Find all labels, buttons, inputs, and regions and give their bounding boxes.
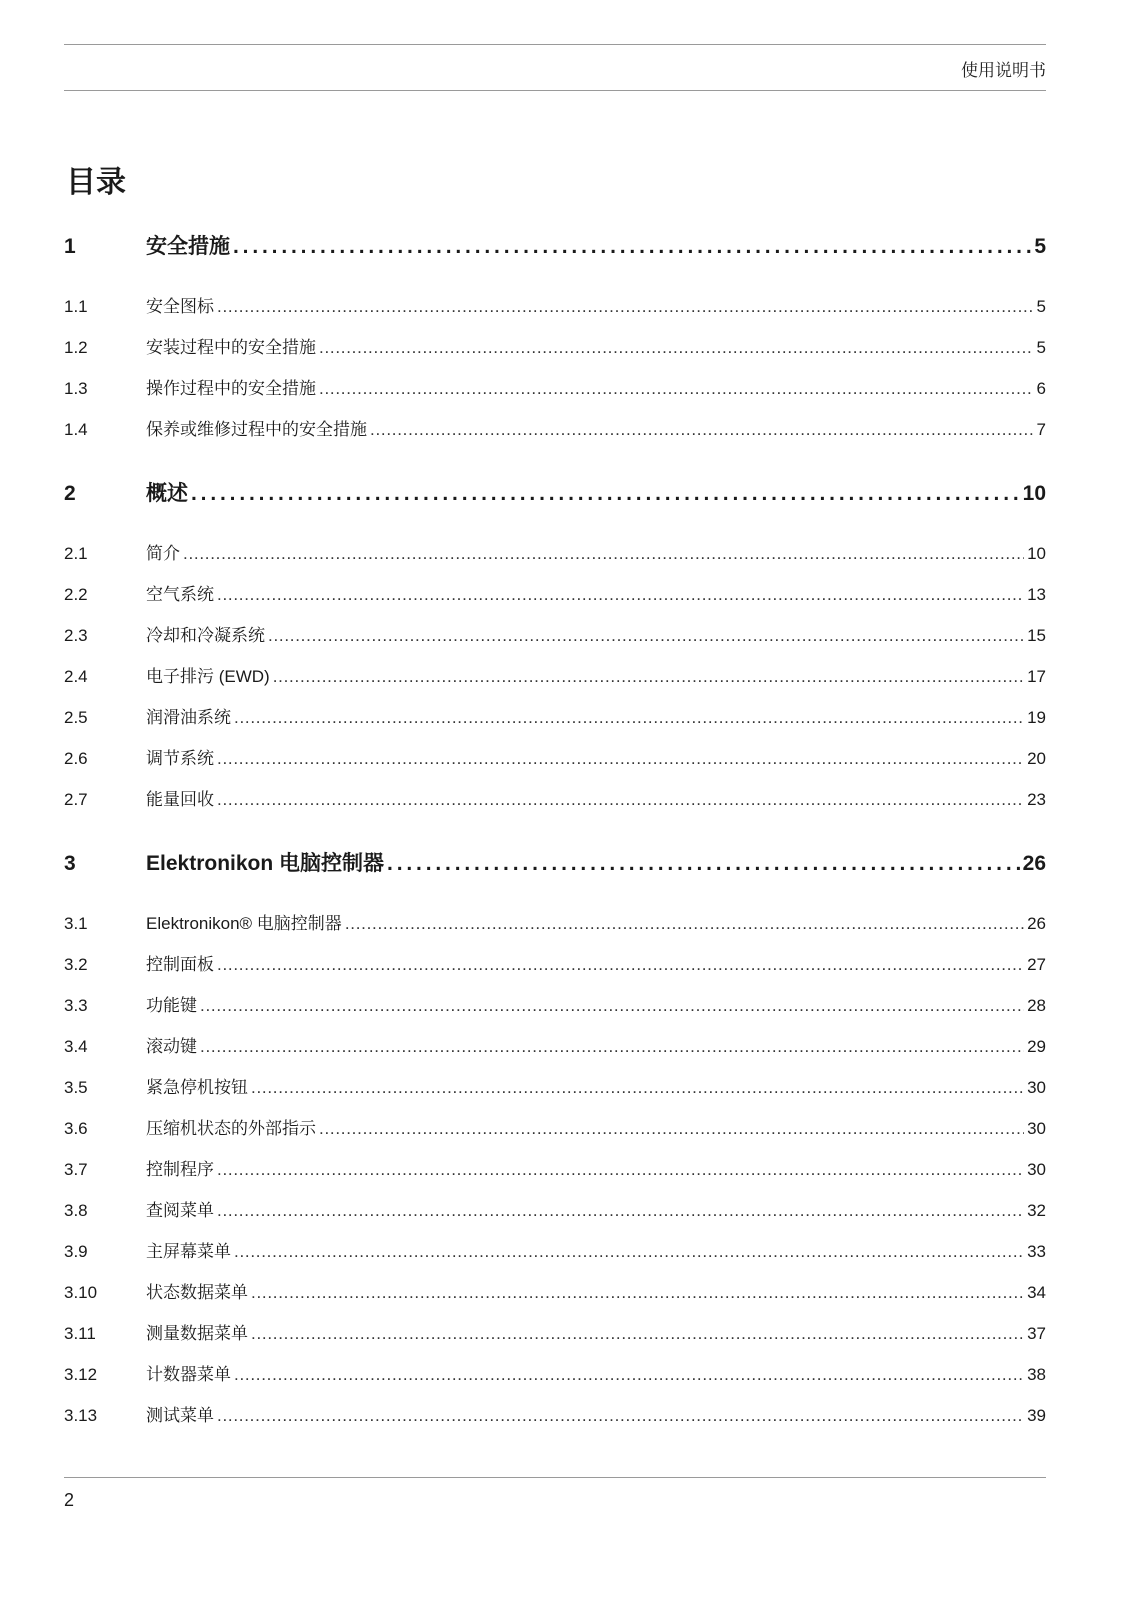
toc-section-entry[interactable]	[64, 1360, 1046, 1385]
toc-section-entry[interactable]	[64, 1278, 1046, 1303]
toc-entry-number: 3.7	[64, 1160, 88, 1179]
dot-leader	[217, 790, 1024, 810]
toc-entry-page: 30	[1027, 1078, 1046, 1097]
toc-entry-number: 2.7	[64, 790, 88, 809]
toc-entry-number: 2.3	[64, 626, 88, 645]
toc-entry-label: 紧急停机按钮	[146, 1078, 248, 1097]
toc-entry-label: 概述	[146, 482, 188, 505]
toc-entry-number: 3.3	[64, 996, 88, 1015]
toc-entry-number: 2.5	[64, 708, 88, 727]
toc-entry-page: 17	[1027, 667, 1046, 686]
toc-entry-number: 3.12	[64, 1365, 98, 1384]
toc-entry-page: 27	[1027, 955, 1046, 974]
toc-entry-page: 6	[1036, 379, 1046, 398]
toc-section-entry[interactable]	[64, 1155, 1046, 1180]
toc-entry-page: 34	[1027, 1283, 1046, 1302]
toc-entry-label: 保养或维修过程中的安全措施	[146, 420, 367, 439]
toc-entry-page: 13	[1027, 585, 1046, 604]
toc-entry-label: 安全图标	[146, 297, 214, 316]
toc-section-entry[interactable]	[64, 785, 1046, 810]
toc-entry-number: 1.1	[64, 297, 88, 316]
dot-leader	[200, 996, 1024, 1016]
dot-leader	[217, 1406, 1024, 1426]
toc-entry-label: 安装过程中的安全措施	[146, 338, 316, 357]
toc-section-entry[interactable]	[64, 539, 1046, 564]
toc-entry-page: 30	[1027, 1160, 1046, 1179]
toc-entry-label: Elektronikon® 电脑控制器	[146, 914, 342, 933]
toc-entry-page: 10	[1022, 482, 1046, 505]
toc-section-entry[interactable]	[64, 292, 1046, 317]
dot-leader	[217, 585, 1024, 605]
toc-section-entry[interactable]	[64, 1032, 1046, 1057]
toc-entry-label: 主屏幕菜单	[146, 1242, 231, 1261]
toc-title: 目录	[66, 166, 126, 199]
toc-entry-page: 7	[1036, 420, 1046, 439]
dot-leader	[183, 544, 1024, 564]
dot-leader	[234, 1242, 1024, 1262]
toc-entry-label: Elektronikon 电脑控制器	[146, 852, 385, 875]
document-label: 使用说明书	[961, 61, 1046, 80]
toc-entry-label: 查阅菜单	[146, 1201, 214, 1220]
toc-entry-number: 2.2	[64, 585, 88, 604]
toc-entry-label: 功能键	[146, 996, 197, 1015]
header-bottom-rule	[64, 90, 1046, 91]
toc-entry-page: 37	[1027, 1324, 1046, 1343]
toc-section-entry[interactable]	[64, 621, 1046, 646]
page-number: 2	[64, 1490, 75, 1510]
toc-entry-label: 空气系统	[146, 585, 214, 604]
toc-entry-number: 1.2	[64, 338, 88, 357]
toc-section-entry[interactable]	[64, 991, 1046, 1016]
dot-leader	[345, 914, 1024, 934]
toc-section-entry[interactable]	[64, 580, 1046, 605]
toc-section-entry[interactable]	[64, 1114, 1046, 1139]
toc-entry-number: 2.4	[64, 667, 88, 686]
toc-entry-label: 状态数据菜单	[146, 1283, 248, 1302]
toc-section-entry[interactable]	[64, 1319, 1046, 1344]
toc-entry-label: 测量数据菜单	[146, 1324, 248, 1343]
toc-section-entry[interactable]	[64, 1401, 1046, 1426]
toc-entry-number: 3.8	[64, 1201, 88, 1220]
dot-leader	[217, 955, 1024, 975]
toc-entry-page: 30	[1027, 1119, 1046, 1138]
toc-entry-label: 滚动键	[146, 1037, 197, 1056]
toc-entry-label: 能量回收	[146, 790, 214, 809]
toc-entry-page: 26	[1022, 852, 1046, 875]
dot-leader	[217, 1201, 1024, 1221]
toc-entry-number: 3.4	[64, 1037, 88, 1056]
toc-entry-number: 3.1	[64, 914, 88, 933]
toc-entry-number: 3.5	[64, 1078, 88, 1097]
toc-entry-page: 5	[1034, 235, 1046, 258]
toc-entry-label: 控制面板	[146, 955, 214, 974]
toc-entry-number: 1	[64, 235, 76, 258]
toc-section-entry[interactable]	[64, 1196, 1046, 1221]
toc-entry-label: 润滑油系统	[146, 708, 231, 727]
toc-entry-page: 32	[1027, 1201, 1046, 1220]
toc-entry-page: 26	[1027, 914, 1046, 933]
toc-entry-number: 2.1	[64, 544, 88, 563]
toc-entry-number: 2	[64, 482, 76, 505]
toc-entry-number: 3.11	[64, 1324, 96, 1343]
header-top-rule	[64, 44, 1046, 45]
dot-leader	[251, 1324, 1024, 1344]
dot-leader	[319, 379, 1034, 399]
toc-entry-page: 29	[1027, 1037, 1046, 1056]
dot-leader	[273, 667, 1024, 687]
dot-leader	[200, 1037, 1024, 1057]
toc-entry-page: 15	[1027, 626, 1046, 645]
toc-entry-label: 计数器菜单	[146, 1365, 231, 1384]
toc-entry-label: 电子排污 (EWD)	[146, 667, 270, 686]
dot-leader	[191, 482, 1020, 506]
toc-entry-label: 冷却和冷凝系统	[146, 626, 265, 645]
toc-entry-label: 压缩机状态的外部指示	[146, 1119, 316, 1138]
toc-entry-page: 39	[1027, 1406, 1046, 1425]
toc-entry-page: 5	[1036, 338, 1046, 357]
dot-leader	[234, 708, 1024, 728]
dot-leader	[319, 1119, 1024, 1139]
toc-entry-label: 调节系统	[146, 749, 214, 768]
dot-leader	[370, 420, 1034, 440]
toc-section-entry[interactable]	[64, 1237, 1046, 1262]
toc-entry-label: 简介	[146, 544, 180, 563]
toc-entry-number: 1.4	[64, 420, 88, 439]
toc-entry-number: 3.6	[64, 1119, 88, 1138]
toc-entry-number: 1.3	[64, 379, 88, 398]
dot-leader	[319, 338, 1034, 358]
toc-entry-number: 2.6	[64, 749, 88, 768]
toc-entry-number: 3.10	[64, 1283, 98, 1302]
toc-section-entry[interactable]	[64, 333, 1046, 358]
toc-entry-page: 10	[1027, 544, 1046, 563]
toc-entry-page: 20	[1027, 749, 1046, 768]
footer-rule	[64, 1477, 1046, 1478]
toc-section-entry[interactable]	[64, 662, 1046, 687]
toc-section-entry[interactable]	[64, 744, 1046, 769]
toc-entry-label: 安全措施	[146, 235, 230, 258]
toc-section-entry[interactable]	[64, 374, 1046, 399]
toc-entry-page: 5	[1036, 297, 1046, 316]
dot-leader	[234, 1365, 1024, 1385]
dot-leader	[233, 235, 1031, 259]
toc-entry-number: 3	[64, 852, 76, 875]
toc-section-entry[interactable]	[64, 415, 1046, 440]
dot-leader	[268, 626, 1024, 646]
dot-leader	[217, 1160, 1024, 1180]
dot-leader	[251, 1283, 1024, 1303]
toc-entry-page: 28	[1027, 996, 1046, 1015]
toc-chapter-entry[interactable]	[64, 230, 1046, 260]
toc-section-entry[interactable]	[64, 703, 1046, 728]
toc-chapter-entry[interactable]	[64, 847, 1046, 877]
toc-entry-page: 38	[1027, 1365, 1046, 1384]
dot-leader	[217, 749, 1024, 769]
toc-entry-label: 测试菜单	[146, 1406, 214, 1425]
toc-entry-page: 23	[1027, 790, 1046, 809]
toc-entry-label: 操作过程中的安全措施	[146, 379, 316, 398]
toc-entry-number: 3.13	[64, 1406, 98, 1425]
toc-entry-page: 33	[1027, 1242, 1046, 1261]
toc-chapter-entry[interactable]	[64, 477, 1046, 507]
toc-section-entry[interactable]	[64, 950, 1046, 975]
toc-entry-number: 3.2	[64, 955, 88, 974]
dot-leader	[217, 297, 1034, 317]
dot-leader	[251, 1078, 1024, 1098]
toc-section-entry[interactable]	[64, 909, 1046, 934]
toc-entry-page: 19	[1027, 708, 1046, 727]
toc-entry-number: 3.9	[64, 1242, 88, 1261]
dot-leader	[387, 852, 1020, 876]
toc-section-entry[interactable]	[64, 1073, 1046, 1098]
toc-entry-label: 控制程序	[146, 1160, 214, 1179]
